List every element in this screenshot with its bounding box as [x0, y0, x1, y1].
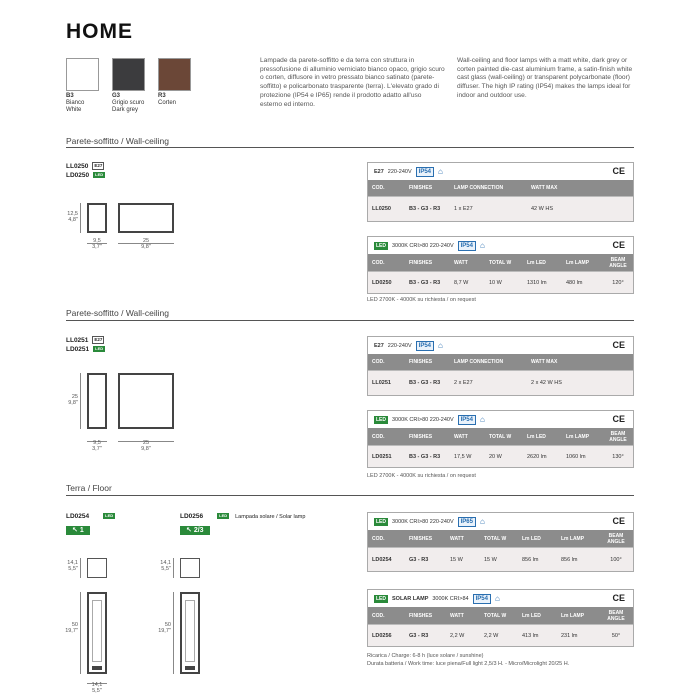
- note-work-time: Durata batteria / Work time: luce piena/Full light 2,5/3 H. - Micro/Microlight 20/25 H.: [367, 661, 570, 667]
- spec-table-led-2: LED 3000K CRI>80 220-240V IP54 ⌂ CE COD. FINISHES WATT TOTAL W Lm LED Lm LAMP BEAM ANGLE LD0251 B3 - G3 - R3 17,5 W 20 W 2620 lm 1060 lm 130°: [367, 410, 634, 468]
- swatch-label-white: B3 Bianco White: [66, 93, 85, 113]
- lamp-side-drawing-1: [87, 203, 107, 233]
- spec-table-led-3: LED 3000K CRI>80 220-240V IP65 ⌂ CE COD. FINISHES WATT TOTAL W Lm LED Lm LAMP BEAM ANGLE LD0254 G3 - R3 15 W 15 W 856 lm 856 lm 100°: [367, 512, 634, 572]
- dim-width-front-1: 25 9,8'': [141, 238, 151, 250]
- table-header: COD. FINISHES WATT TOTAL W Lm LED Lm LAMP BEAM ANGLE: [368, 530, 633, 547]
- section-divider-1: [66, 147, 634, 148]
- floor-lamp-top-drawing-1: [87, 558, 107, 578]
- dim-width-1: 14,1 5,5'': [91, 682, 103, 694]
- indoor-outdoor-icon: ⌂: [438, 167, 443, 176]
- note-led-options-2: LED 2700K - 4000K su richiesta / on request: [367, 473, 476, 479]
- ce-mark: CE: [612, 516, 625, 526]
- lamp-front-drawing-1: [118, 203, 174, 233]
- note-led-options-1: LED 2700K - 4000K su richiesta / on request: [367, 297, 476, 303]
- table-header: COD. FINISHES LAMP CONNECTION WATT MAX: [368, 354, 633, 370]
- floor-lamp-drawing-2: [180, 592, 200, 674]
- table-header: COD. FINISHES WATT TOTAL W Lm LED Lm LAMP BEAM ANGLE: [368, 607, 633, 624]
- led-tag: LED: [219, 513, 228, 519]
- ip-rating-badge: IP54: [458, 415, 476, 425]
- dim-height-1: 12,5 4,8'': [67, 211, 78, 223]
- table-row: LD0254 G3 - R3 15 W 15 W 856 lm 856 lm 100°: [368, 547, 633, 571]
- ce-mark: CE: [612, 414, 625, 424]
- table-row: LL0250 B3 - G3 - R3 1 x E27 42 W HS: [368, 196, 633, 221]
- section-title-2: Parete-soffitto / Wall-ceiling: [66, 308, 169, 318]
- floor-lamp-top-drawing-2: [180, 558, 200, 578]
- indoor-outdoor-icon: ⌂: [479, 241, 485, 250]
- product-code-ld0254: LD0254 LED: [66, 513, 114, 520]
- table-header: COD. FINISHES WATT TOTAL W Lm LED Lm LAMP BEAM ANGLE: [368, 254, 633, 271]
- ce-mark: CE: [612, 340, 625, 350]
- ip-rating-badge: IP65: [458, 517, 476, 527]
- ip-rating-badge: IP54: [416, 341, 434, 351]
- led-tag: LED: [105, 513, 114, 519]
- ce-mark: CE: [612, 240, 625, 250]
- swatch-corten: [158, 58, 191, 91]
- dim-width-front-2: 25 9,8'': [141, 440, 151, 452]
- indoor-outdoor-icon: ⌂: [479, 415, 485, 424]
- pack-quantity-badge: ↖ 1: [66, 526, 90, 535]
- dim-line: [80, 203, 81, 233]
- table-header: COD. FINISHES WATT TOTAL W Lm LED Lm LAMP BEAM ANGLE: [368, 428, 633, 445]
- spec-table-e27-2: E27 220-240V IP54 ⌂ CE COD. FINISHES LAMP CONNECTION WATT MAX LL0251 B3 - G3 - R3 2 x E27 2 x 42 W HS: [367, 336, 634, 396]
- description-italian: Lampade da parete-soffitto e da terra con struttura in pressofusione di alluminio verniciato bianco opaco, grigio scuro o corten, diffusore in vetro pressato bianco satinato (parete-soffitto) e policarbonato trasparente (terra). L'elevato grado di protezione (IP54 e IP65) rende il prodotto adatto all'uso esterno ed interno.: [260, 57, 445, 108]
- product-code-ld0256: LD0256 LED Lampada solare / Solar lamp: [180, 513, 306, 520]
- swatch-white: [66, 58, 99, 91]
- spec-table-solar: LED SOLAR LAMP 3000K CRI>84 IP54 ⌂ CE COD. FINISHES WATT TOTAL W Lm LED Lm LAMP BEAM ANGLE LD0256 G3 - R3 2,2 W 2,2 W 413 lm 231 lm 50°: [367, 589, 634, 647]
- page-title: HOME: [66, 20, 133, 43]
- e27-tag: E27: [94, 337, 103, 343]
- ce-mark: CE: [612, 593, 625, 603]
- table-header: COD. FINISHES LAMP CONNECTION WATT MAX: [368, 180, 633, 196]
- dim-line: [80, 592, 81, 674]
- section-title-1: Parete-soffitto / Wall-ceiling: [66, 136, 169, 146]
- spec-table-led-1: LED 3000K CRI>80 220-240V IP54 ⌂ CE COD. FINISHES WATT TOTAL W Lm LED Lm LAMP BEAM ANGLE LD0250 B3 - G3 - R3 8,7 W 10 W 1310 lm 480 lm 120°: [367, 236, 634, 294]
- lamp-side-drawing-2: [87, 373, 107, 429]
- table-row: LD0250 B3 - G3 - R3 8,7 W 10 W 1310 lm 480 lm 120°: [368, 271, 633, 293]
- floor-lamp-drawing-1: [87, 592, 107, 674]
- ip-rating-badge: IP54: [473, 594, 491, 604]
- dim-line: [173, 592, 174, 674]
- dim-height-top-1: 14,1 5,5'': [67, 560, 78, 572]
- product-codes-1: LL0250 E27 LD0250 LED: [66, 163, 104, 179]
- led-tag: LED: [95, 172, 104, 178]
- ip-rating-badge: IP54: [416, 167, 434, 177]
- indoor-outdoor-icon: ⌂: [494, 594, 500, 603]
- product-codes-2: LL0251 E27 LD0251 LED: [66, 337, 104, 353]
- table-row: LL0251 B3 - G3 - R3 2 x E27 2 x 42 W HS: [368, 370, 633, 395]
- dim-line: [80, 558, 81, 578]
- dim-line: [173, 558, 174, 578]
- indoor-outdoor-icon: ⌂: [479, 517, 485, 526]
- dim-height-body-2: 50 19,7'': [158, 622, 171, 634]
- note-charge: Ricarica / Charge: 6-8 h (luce solare / sunshine): [367, 653, 484, 659]
- led-tag: LED: [95, 346, 104, 352]
- pack-quantity-badge: ↖ 2/3: [180, 526, 210, 535]
- dim-height-body-1: 50 19,7'': [65, 622, 78, 634]
- swatch-label-corten: R3 Corten: [158, 93, 177, 106]
- spec-table-e27-1: E27 220-240V IP54 ⌂ CE COD. FINISHES LAMP CONNECTION WATT MAX LL0250 B3 - G3 - R3 1 x E27 42 W HS: [367, 162, 634, 222]
- ce-mark: CE: [612, 166, 625, 176]
- dim-height-top-2: 14,1 5,5'': [160, 560, 171, 572]
- section-divider-3: [66, 495, 634, 496]
- section-divider-2: [66, 320, 634, 321]
- dim-line: [80, 373, 81, 429]
- dim-width-side-1: 9,5 3,7'': [92, 238, 102, 250]
- section-title-3: Terra / Floor: [66, 483, 112, 493]
- lamp-front-drawing-2: [118, 373, 174, 429]
- table-row: LD0256 G3 - R3 2,2 W 2,2 W 413 lm 231 lm 50°: [368, 624, 633, 646]
- description-english: Wall-ceiling and floor lamps with a matt white, dark grey or corten painted die-cast aluminium frame, a satin-finish white cast glass (wall-ceiling) or transparent polycarbonate (floor) diffuser. The high IP rating (IP54) makes the lamps ideal for indoor and outdoor use.: [457, 57, 633, 99]
- dim-width-side-2: 9,5 3,7'': [92, 440, 102, 452]
- ip-rating-badge: IP54: [458, 241, 476, 251]
- swatch-label-dark-grey: G3 Grigio scuro Dark grey: [112, 93, 145, 113]
- dim-height-2: 25 9,8'': [68, 394, 78, 406]
- e27-tag: E27: [94, 163, 103, 169]
- indoor-outdoor-icon: ⌂: [438, 341, 443, 350]
- table-row: LD0251 B3 - G3 - R3 17,5 W 20 W 2620 lm 1060 lm 130°: [368, 445, 633, 467]
- swatch-dark-grey: [112, 58, 145, 91]
